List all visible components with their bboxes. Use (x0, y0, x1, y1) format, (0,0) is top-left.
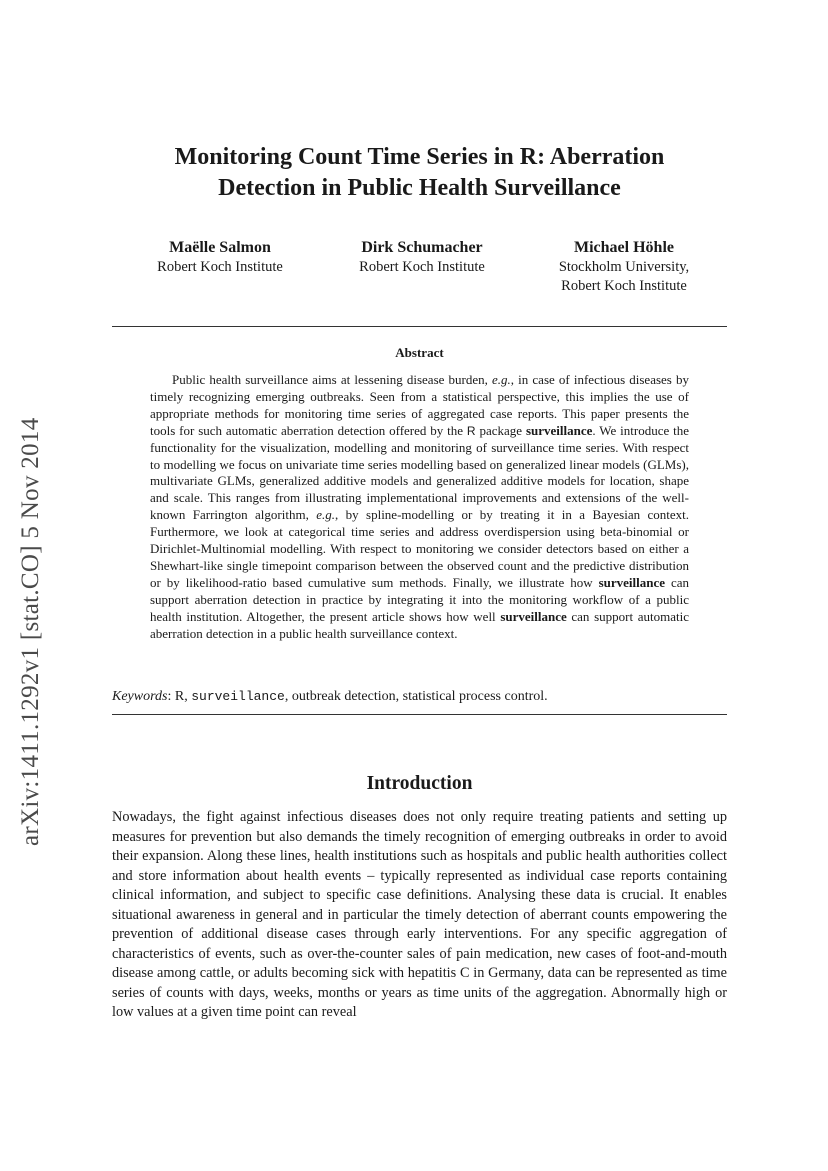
abstract-body (150, 372, 689, 643)
keywords-line (112, 688, 727, 706)
keywords-package-mono: surveillance (191, 689, 285, 704)
author-3 (524, 238, 724, 296)
author-name: Michael Höhle (574, 239, 674, 256)
keywords-text: : R, (167, 689, 192, 704)
abstract-text-run: . We introduce the functionality for the visualization, modelling and monitoring of surveillance time series. With respect to modelling we focus on univariate time series modelling based on generalized linear models (GLMs), multivariate GLMs, generalized additive models and generalized additive models for location, shape and scale. This ranges from illustrating implementational improvements and extensions of the well-known Farrington algorithm, (150, 422, 689, 523)
abstract-text-run: package (475, 422, 526, 438)
author-affiliation-2: Robert Koch Institute (561, 278, 687, 294)
keywords-text: , outbreak detection, statistical process control. (284, 689, 548, 704)
abstract-text-run: , by spline-modelling or by treating it in a Bayesian context. Furthermore, we look at categorical time series and address overdispersion using beta-binomial or Dirichlet-Multinomial modelling. With respect to monitoring we consider detectors based on either a Shewhart-like single timepoint comparison between the observed count and the predictive distribution or by likelihood-ratio based cumulative sum methods. Finally, we illustrate how (150, 507, 689, 590)
abstract-text-run: can support aberration detection in practice by integrating it into the monitoring workflow of a public health institution. Altogether, the present article shows how well (150, 574, 689, 624)
title-line-1: Monitoring Count Time Series in R: Aberration (174, 144, 665, 170)
author-2 (322, 238, 522, 277)
author-block (112, 238, 727, 298)
abstract-r-language: R (466, 423, 476, 438)
abstract-italic-eg: e.g. (316, 507, 335, 523)
section-heading-introduction: Introduction (366, 773, 473, 794)
keywords-label: Keywords (112, 689, 168, 704)
abstract-text-run: Public health surveillance aims at lessening disease burden, (172, 372, 493, 387)
top-rule-divider (112, 326, 727, 327)
bottom-rule-divider (112, 714, 727, 715)
author-name: Dirk Schumacher (361, 239, 483, 256)
author-affiliation: Robert Koch Institute (157, 259, 283, 275)
package-name-bold: surveillance (500, 608, 567, 624)
title-line-2: Detection in Public Health Surveillance (218, 175, 621, 201)
package-name-bold: surveillance (525, 422, 593, 438)
abstract-heading: Abstract (395, 345, 444, 360)
author-name: Maëlle Salmon (169, 239, 271, 256)
abstract-italic-eg: e.g. (492, 372, 511, 387)
paper-title (112, 142, 727, 204)
package-name-bold: surveillance (598, 574, 666, 590)
introduction-paragraph: Nowadays, the fight against infectious diseases does not only require treating patients and setting up measures for prevention but also demands the timely recognition of emerging outbreaks in order to avoid their expansion. Along these lines, health institutions such as hospitals and public health authorities collect and store information about health events – typically represented as individual case reports containing clinical information, and subject to specific case definitions. Analysing these data is crucial. It enables situational awareness in general and in particular the timely detection of aberrant counts empowering the prevention of additional disease cases through early interventions. For any specific aggregation of characteristics of events, such as over-the-counter sales of pain medication, new cases of foot-and-mouth disease among cattle, or adults becoming sick with hepatitis C in Germany, data can be represented as time series of counts with days, weeks, months or years as time units of the aggregation. Abnormally high or low values at a given time point can reveal (112, 809, 727, 1020)
abstract-text-run: can support automatic aberration detection in a public health surveillance context. (150, 608, 689, 641)
author-affiliation: Robert Koch Institute (359, 259, 485, 275)
author-affiliation: Stockholm University, (558, 259, 690, 275)
author-1 (120, 238, 320, 277)
arxiv-identifier-stamp: arXiv:1411.1292v1 [stat.CO] 5 Nov 2014 (17, 417, 44, 846)
abstract-text-run: , in case of infectious diseases by timely recognizing emerging outbreaks. Seen from a statistical perspective, this implies the use of appropriate methods for monitoring time series of aggregated case reports. This paper presents the tools for such automatic aberration detection offered by the (150, 372, 689, 438)
